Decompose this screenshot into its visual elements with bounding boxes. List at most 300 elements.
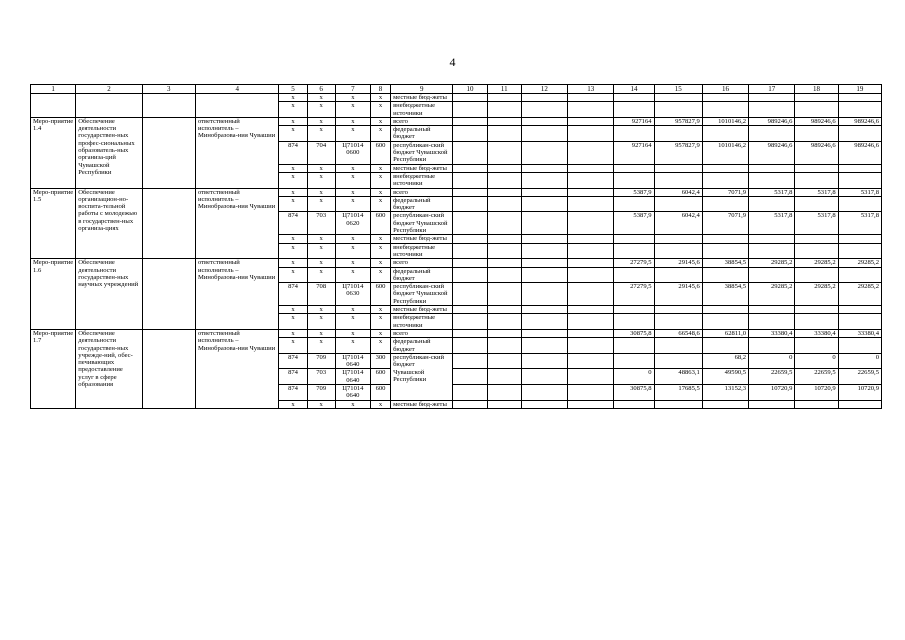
- source-cell: внебюджетные источники: [391, 102, 453, 118]
- value-cell: 29145,6: [654, 259, 702, 267]
- x-cell-rz: х: [307, 164, 335, 172]
- code-vr: 600: [370, 141, 390, 164]
- value-cell: 957827,9: [654, 117, 702, 125]
- empty-year-cell: [568, 102, 614, 118]
- source-cell: федеральный бюджет: [391, 126, 453, 142]
- empty-year-cell: [568, 243, 614, 259]
- x-cell-csr: х: [335, 188, 370, 196]
- code-grbs: 874: [279, 369, 307, 385]
- source-cell: федеральный бюджет: [391, 196, 453, 212]
- col3-cell: [142, 259, 195, 330]
- source-cell: местные бюд-жеты: [391, 235, 453, 243]
- value-cell: 29285,2: [838, 283, 881, 306]
- value-cell: [795, 400, 838, 408]
- source-cell: всего: [391, 329, 453, 337]
- x-cell-vr: х: [370, 314, 390, 330]
- value-cell: [702, 102, 748, 118]
- value-cell: 7071,9: [702, 212, 748, 235]
- header-col-13: 13: [568, 85, 614, 94]
- x-cell-grbs: х: [279, 188, 307, 196]
- empty-year-cell: [453, 306, 487, 314]
- x-cell-grbs: х: [279, 117, 307, 125]
- empty-year-cell: [487, 172, 521, 188]
- empty-year-cell: [568, 164, 614, 172]
- x-cell-grbs: х: [279, 259, 307, 267]
- empty-year-cell: [521, 117, 567, 125]
- x-cell-rz: х: [307, 314, 335, 330]
- empty-year-cell: [487, 259, 521, 267]
- value-cell: 27279,5: [614, 283, 654, 306]
- value-cell: [654, 314, 702, 330]
- empty-year-cell: [568, 126, 614, 142]
- value-cell: [654, 338, 702, 354]
- source-cell: всего: [391, 117, 453, 125]
- header-col-9: 9: [391, 85, 453, 94]
- executor-cell: ответственный исполнитель – Минобразова-ния Чувашии: [195, 329, 278, 408]
- value-cell: [749, 338, 795, 354]
- value-cell: 29285,2: [749, 259, 795, 267]
- value-cell: 29285,2: [795, 283, 838, 306]
- value-cell: [838, 314, 881, 330]
- x-cell-vr: х: [370, 196, 390, 212]
- x-cell-vr: х: [370, 94, 390, 102]
- source-cell: внебюджетные источники: [391, 243, 453, 259]
- value-cell: 29285,2: [749, 283, 795, 306]
- value-cell: [749, 102, 795, 118]
- value-cell: 27279,5: [614, 259, 654, 267]
- empty-year-cell: [521, 384, 567, 400]
- empty-year-cell: [487, 243, 521, 259]
- empty-year-cell: [568, 188, 614, 196]
- header-col-12: 12: [521, 85, 567, 94]
- continuation-row: [31, 94, 882, 102]
- source-cell: местные бюд-жеты: [391, 164, 453, 172]
- x-cell-csr: х: [335, 314, 370, 330]
- header-col-8: 8: [370, 85, 390, 94]
- x-cell-csr: х: [335, 164, 370, 172]
- x-cell-csr: х: [335, 196, 370, 212]
- x-cell-rz: х: [307, 102, 335, 118]
- x-cell-csr: х: [335, 94, 370, 102]
- empty-year-cell: [521, 243, 567, 259]
- value-cell: 5317,8: [795, 188, 838, 196]
- empty-year-cell: [568, 117, 614, 125]
- value-cell: 38854,5: [702, 259, 748, 267]
- col3-cell: [142, 94, 195, 102]
- empty-year-cell: [487, 102, 521, 118]
- value-cell: 5317,8: [749, 212, 795, 235]
- empty-year-cell: [453, 117, 487, 125]
- value-cell: 17685,5: [654, 384, 702, 400]
- value-cell: 30875,8: [614, 384, 654, 400]
- value-cell: 7071,9: [702, 188, 748, 196]
- header-col-19: 19: [838, 85, 881, 94]
- value-cell: [795, 243, 838, 259]
- value-cell: 0: [749, 353, 795, 369]
- x-cell-rz: х: [307, 259, 335, 267]
- code-rz: 704: [307, 141, 335, 164]
- value-cell: 5317,8: [838, 188, 881, 196]
- code-grbs: 874: [279, 353, 307, 369]
- continuation-row: [31, 102, 882, 118]
- empty-year-cell: [487, 188, 521, 196]
- value-cell: 5317,8: [795, 212, 838, 235]
- value-cell: [654, 94, 702, 102]
- value-cell: [614, 353, 654, 369]
- header-col-10: 10: [453, 85, 487, 94]
- empty-year-cell: [521, 102, 567, 118]
- x-cell-csr: х: [335, 338, 370, 354]
- value-cell: 6042,4: [654, 188, 702, 196]
- value-cell: [614, 267, 654, 283]
- value-cell: 927164: [614, 141, 654, 164]
- executor-cell: [195, 94, 278, 102]
- value-cell: [702, 172, 748, 188]
- value-cell: 38854,5: [702, 283, 748, 306]
- x-cell-grbs: х: [279, 94, 307, 102]
- x-cell-csr: х: [335, 117, 370, 125]
- measure-row-total: [31, 117, 882, 125]
- x-cell-grbs: х: [279, 314, 307, 330]
- empty-year-cell: [487, 338, 521, 354]
- value-cell: [654, 400, 702, 408]
- value-cell: 33380,4: [795, 329, 838, 337]
- value-cell: [838, 102, 881, 118]
- value-cell: 10720,9: [795, 384, 838, 400]
- code-rz: 709: [307, 384, 335, 400]
- source-cell: республикан-ский бюджет Чувашской Республики: [391, 212, 453, 235]
- x-cell-csr: х: [335, 267, 370, 283]
- empty-year-cell: [521, 400, 567, 408]
- empty-year-cell: [453, 196, 487, 212]
- value-cell: 62811,0: [702, 329, 748, 337]
- code-rz: 709: [307, 353, 335, 369]
- value-cell: [614, 314, 654, 330]
- empty-year-cell: [487, 164, 521, 172]
- source-cell: федеральный бюджет: [391, 338, 453, 354]
- header-col-15: 15: [654, 85, 702, 94]
- header-col-2: 2: [76, 85, 142, 94]
- x-cell-grbs: х: [279, 196, 307, 212]
- value-cell: [838, 243, 881, 259]
- empty-year-cell: [453, 188, 487, 196]
- empty-year-cell: [568, 400, 614, 408]
- x-cell-vr: х: [370, 306, 390, 314]
- value-cell: [614, 102, 654, 118]
- code-rz: 703: [307, 212, 335, 235]
- x-cell-vr: х: [370, 259, 390, 267]
- value-cell: [795, 94, 838, 102]
- measure-row-total: [31, 329, 882, 337]
- value-cell: [749, 94, 795, 102]
- header-col-17: 17: [749, 85, 795, 94]
- empty-year-cell: [521, 369, 567, 385]
- x-cell-grbs: х: [279, 172, 307, 188]
- x-cell-grbs: х: [279, 235, 307, 243]
- empty-year-cell: [568, 353, 614, 369]
- source-cell: всего: [391, 188, 453, 196]
- empty-year-cell: [487, 117, 521, 125]
- value-cell: 927164: [614, 117, 654, 125]
- x-cell-grbs: х: [279, 400, 307, 408]
- empty-year-cell: [453, 338, 487, 354]
- x-cell-rz: х: [307, 117, 335, 125]
- x-cell-rz: х: [307, 188, 335, 196]
- x-cell-vr: х: [370, 267, 390, 283]
- code-csr: Ц71014 0620: [335, 212, 370, 235]
- value-cell: [749, 314, 795, 330]
- empty-year-cell: [453, 259, 487, 267]
- value-cell: 10720,9: [749, 384, 795, 400]
- value-cell: [654, 267, 702, 283]
- empty-year-cell: [521, 259, 567, 267]
- value-cell: [838, 196, 881, 212]
- empty-year-cell: [453, 94, 487, 102]
- x-cell-vr: х: [370, 117, 390, 125]
- code-rz: 703: [307, 369, 335, 385]
- empty-year-cell: [568, 338, 614, 354]
- col3-cell: [142, 102, 195, 118]
- x-cell-csr: х: [335, 126, 370, 142]
- value-cell: [795, 164, 838, 172]
- source-cell: местные бюд-жеты: [391, 94, 453, 102]
- value-cell: [795, 172, 838, 188]
- empty-year-cell: [568, 235, 614, 243]
- empty-year-cell: [487, 400, 521, 408]
- header-col-7: 7: [335, 85, 370, 94]
- x-cell-rz: х: [307, 126, 335, 142]
- header-col-11: 11: [487, 85, 521, 94]
- empty-year-cell: [568, 172, 614, 188]
- empty-year-cell: [521, 94, 567, 102]
- source-cell: всего: [391, 259, 453, 267]
- value-cell: 33380,4: [749, 329, 795, 337]
- executor-cell: [195, 102, 278, 118]
- value-cell: [838, 94, 881, 102]
- x-cell-rz: х: [307, 400, 335, 408]
- empty-year-cell: [568, 94, 614, 102]
- value-cell: [654, 353, 702, 369]
- value-cell: [702, 267, 748, 283]
- code-vr: 600: [370, 283, 390, 306]
- value-cell: [654, 243, 702, 259]
- measure-label-cell: [31, 94, 76, 102]
- value-cell: [795, 235, 838, 243]
- empty-year-cell: [521, 126, 567, 142]
- measure-row-total: [31, 259, 882, 267]
- value-cell: 49590,5: [702, 369, 748, 385]
- measure-label: Меро-приятие 1.7: [31, 329, 76, 408]
- code-csr: Ц71014 0630: [335, 283, 370, 306]
- empty-year-cell: [453, 235, 487, 243]
- empty-year-cell: [487, 94, 521, 102]
- value-cell: [795, 338, 838, 354]
- value-cell: [702, 235, 748, 243]
- x-cell-rz: х: [307, 329, 335, 337]
- source-cell: внебюджетные источники: [391, 314, 453, 330]
- value-cell: 29285,2: [838, 259, 881, 267]
- value-cell: [838, 164, 881, 172]
- measure-row-total: [31, 188, 882, 196]
- value-cell: [614, 94, 654, 102]
- x-cell-csr: х: [335, 172, 370, 188]
- executor-cell: ответственный исполнитель – Минобразова-ния Чувашии: [195, 259, 278, 330]
- value-cell: [749, 400, 795, 408]
- empty-year-cell: [453, 314, 487, 330]
- value-cell: [838, 267, 881, 283]
- value-cell: [614, 196, 654, 212]
- empty-year-cell: [521, 141, 567, 164]
- col3-cell: [142, 188, 195, 259]
- value-cell: [795, 102, 838, 118]
- x-cell-rz: х: [307, 235, 335, 243]
- value-cell: 0: [795, 353, 838, 369]
- value-cell: 989246,6: [838, 141, 881, 164]
- x-cell-csr: х: [335, 235, 370, 243]
- empty-year-cell: [453, 212, 487, 235]
- empty-year-cell: [453, 369, 487, 385]
- source-cell: республикан-ский бюджет Чувашской Республики: [391, 141, 453, 164]
- value-cell: 22659,5: [749, 369, 795, 385]
- value-cell: [702, 243, 748, 259]
- empty-year-cell: [568, 141, 614, 164]
- value-cell: [702, 196, 748, 212]
- empty-year-cell: [487, 306, 521, 314]
- empty-year-cell: [453, 329, 487, 337]
- x-cell-vr: х: [370, 188, 390, 196]
- header-col-4: 4: [195, 85, 278, 94]
- value-cell: [614, 126, 654, 142]
- value-cell: 68,2: [702, 353, 748, 369]
- empty-year-cell: [521, 338, 567, 354]
- header-col-16: 16: [702, 85, 748, 94]
- x-cell-csr: х: [335, 306, 370, 314]
- empty-year-cell: [521, 188, 567, 196]
- header-col-3: 3: [142, 85, 195, 94]
- x-cell-rz: х: [307, 306, 335, 314]
- x-cell-csr: х: [335, 102, 370, 118]
- empty-year-cell: [521, 314, 567, 330]
- value-cell: [654, 172, 702, 188]
- value-cell: [614, 164, 654, 172]
- value-cell: [614, 338, 654, 354]
- empty-year-cell: [521, 172, 567, 188]
- value-cell: [749, 196, 795, 212]
- empty-year-cell: [568, 384, 614, 400]
- value-cell: 66548,6: [654, 329, 702, 337]
- code-grbs: 874: [279, 141, 307, 164]
- value-cell: [838, 126, 881, 142]
- empty-year-cell: [521, 329, 567, 337]
- value-cell: [795, 196, 838, 212]
- empty-year-cell: [487, 141, 521, 164]
- value-cell: [838, 400, 881, 408]
- value-cell: [749, 235, 795, 243]
- value-cell: [702, 126, 748, 142]
- empty-year-cell: [487, 283, 521, 306]
- empty-year-cell: [487, 126, 521, 142]
- header-col-18: 18: [795, 85, 838, 94]
- value-cell: [795, 306, 838, 314]
- x-cell-csr: х: [335, 329, 370, 337]
- source-cell: республикан-ский бюджет: [391, 353, 453, 369]
- x-cell-grbs: х: [279, 306, 307, 314]
- value-cell: 5317,8: [749, 188, 795, 196]
- empty-year-cell: [487, 384, 521, 400]
- empty-year-cell: [521, 353, 567, 369]
- measure-label: Меро-приятие 1.6: [31, 259, 76, 330]
- x-cell-rz: х: [307, 94, 335, 102]
- value-cell: 22659,5: [838, 369, 881, 385]
- x-cell-vr: х: [370, 243, 390, 259]
- budget-table: [30, 84, 882, 409]
- source-cell: местные бюд-жеты: [391, 400, 453, 408]
- value-cell: [654, 164, 702, 172]
- empty-year-cell: [521, 306, 567, 314]
- value-cell: [749, 164, 795, 172]
- value-cell: [614, 306, 654, 314]
- empty-year-cell: [568, 259, 614, 267]
- value-cell: [614, 243, 654, 259]
- x-cell-rz: х: [307, 243, 335, 259]
- x-cell-grbs: х: [279, 267, 307, 283]
- x-cell-grbs: х: [279, 164, 307, 172]
- source-cell: [391, 384, 453, 400]
- value-cell: 13152,3: [702, 384, 748, 400]
- value-cell: [702, 338, 748, 354]
- page-number: 4: [449, 55, 456, 69]
- value-cell: [838, 172, 881, 188]
- source-cell: внебюджетные источники: [391, 172, 453, 188]
- value-cell: 989246,6: [795, 141, 838, 164]
- measure-name-cell: [76, 94, 142, 102]
- empty-year-cell: [453, 243, 487, 259]
- value-cell: 6042,4: [654, 212, 702, 235]
- value-cell: [702, 314, 748, 330]
- value-cell: [702, 94, 748, 102]
- x-cell-rz: х: [307, 338, 335, 354]
- value-cell: [654, 102, 702, 118]
- code-grbs: 874: [279, 384, 307, 400]
- empty-year-cell: [487, 196, 521, 212]
- value-cell: 22659,5: [795, 369, 838, 385]
- header-row: [31, 85, 882, 94]
- x-cell-grbs: х: [279, 329, 307, 337]
- value-cell: 989246,6: [795, 117, 838, 125]
- empty-year-cell: [453, 400, 487, 408]
- value-cell: [702, 164, 748, 172]
- code-vr: 600: [370, 212, 390, 235]
- value-cell: [795, 126, 838, 142]
- empty-year-cell: [453, 172, 487, 188]
- value-cell: 30875,8: [614, 329, 654, 337]
- empty-year-cell: [487, 369, 521, 385]
- empty-year-cell: [568, 267, 614, 283]
- value-cell: [702, 306, 748, 314]
- empty-year-cell: [521, 212, 567, 235]
- header-col-6: 6: [307, 85, 335, 94]
- empty-year-cell: [453, 267, 487, 283]
- empty-year-cell: [453, 102, 487, 118]
- code-csr: Ц71014 0600: [335, 141, 370, 164]
- empty-year-cell: [521, 196, 567, 212]
- value-cell: 1010146,2: [702, 117, 748, 125]
- value-cell: [702, 400, 748, 408]
- measure-name-cell: [76, 102, 142, 118]
- code-grbs: 874: [279, 283, 307, 306]
- value-cell: [614, 172, 654, 188]
- measure-label-cell: [31, 102, 76, 118]
